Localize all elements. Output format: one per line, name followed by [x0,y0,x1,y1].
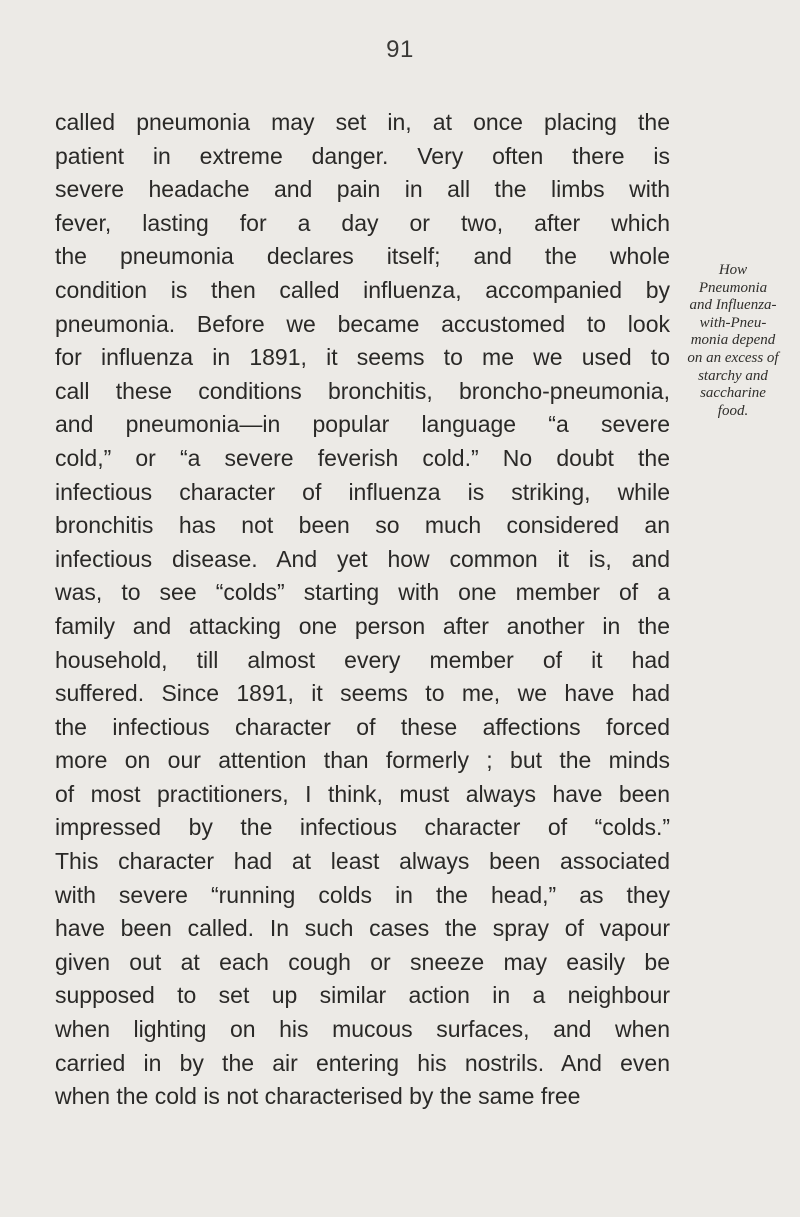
marginal-note-line: with-Pneu- [699,314,767,331]
text-line: This character had at least always been associated [55,848,670,875]
body-text [55,106,670,1114]
text-line: supposed to set up similar action in a neighbour [55,982,670,1009]
text-line: pneumonia. Before we became accustomed to look [55,310,670,337]
marginal-note-line: on an excess of [687,349,779,366]
text-line: suffered. Since 1891, it seems to me, we have had [55,680,670,707]
text-line: condition is then called influenza, accompanied by [55,276,670,303]
text-line: cold,” or “a severe feverish cold.” No doubt the [55,444,670,471]
text-line: infectious character of influenza is striking, while [55,478,670,505]
text-line: called pneumonia may set in, at once placing the [55,109,670,135]
text-line: patient in extreme danger. Very often there is [55,142,670,169]
text-line: was, to see “colds” starting with one member of a [55,579,670,606]
marginal-note-line: saccharine [700,385,766,402]
text-line: given out at each cough or sneeze may easily be [55,948,670,975]
text-line: of most practitioners, I think, must always have been [55,780,670,807]
page-number: 91 [386,36,414,63]
text-line: for influenza in 1891, it seems to me we used to [55,344,670,371]
marginal-note-line: monia depend [690,332,776,349]
marginal-note-line: Pneumonia [698,279,768,296]
text-line: family and attacking one person after another in the [55,612,670,639]
text-line: severe headache and pain in all the limbs with [55,176,670,203]
text-line: have been called. In such cases the spray of vapour [55,915,670,942]
text-line: the infectious character of these affections forced [55,713,670,740]
marginal-note [674,262,792,420]
text-line: fever, lasting for a day or two, after which [55,209,670,236]
marginal-note-line: food. [717,402,749,419]
text-line: bronchitis has not been so much considered an [55,512,670,539]
text-line: when lighting on his mucous surfaces, and when [55,1016,670,1043]
text-line: impressed by the infectious character of “colds.” [55,814,670,841]
marginal-note-line: and Influenza- [689,297,777,314]
text-line: and pneumonia—in popular language “a severe [55,411,670,438]
text-line: carried in by the air entering his nostrils. And even [55,1049,670,1076]
marginal-note-line: How [718,262,748,278]
text-line: call these conditions bronchitis, broncho-pneumonia, [55,377,670,404]
marginal-note-line: starchy and [698,367,768,384]
text-line: household, till almost every member of it had [55,646,670,673]
text-line: more on our attention than formerly ; but the minds [55,747,670,774]
text-line: with severe “running colds in the head,” as they [55,881,670,908]
text-line: infectious disease. And yet how common it is, and [55,545,670,572]
text-line: when the cold is not characterised by the same free [55,1083,581,1110]
text-line: the pneumonia declares itself; and the whole [55,243,670,270]
